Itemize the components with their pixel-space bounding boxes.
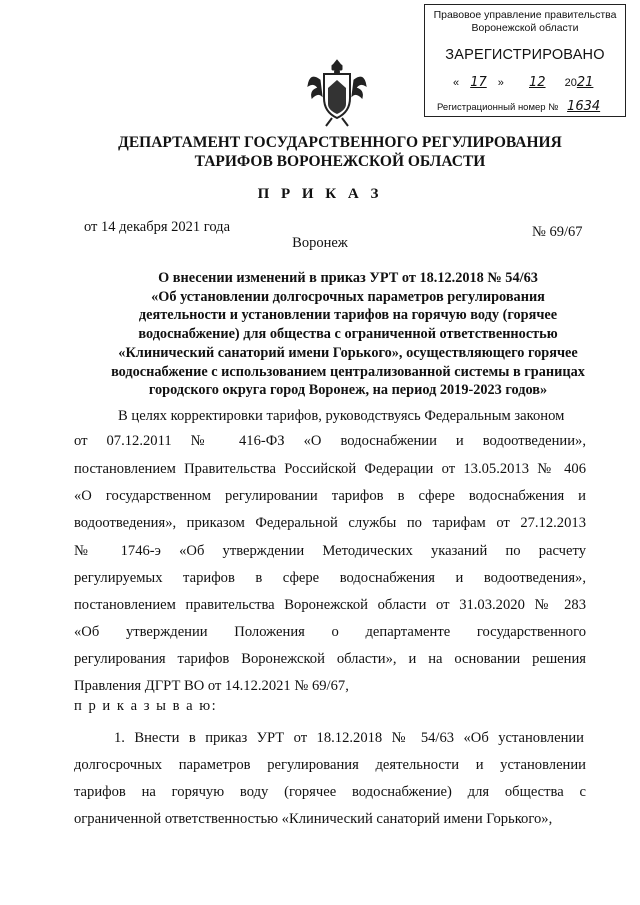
body-line: № 1746-э «Об утверждении Методических указаний по расчету: [74, 543, 586, 559]
registration-stamp: [424, 4, 626, 117]
stamp-reg-number: [437, 99, 627, 114]
stamp-organization: [425, 9, 625, 35]
body-line: 1. Внести в приказ УРТ от 18.12.2018 № 54/63 «Об установлении: [114, 730, 584, 746]
department-title: [60, 133, 620, 171]
stamp-year-prefix: 20: [564, 77, 577, 89]
prikazyvayu: п р и к а з ы в а ю:: [74, 698, 218, 714]
stamp-date: [453, 75, 623, 90]
body-line: «Об утверждении Положения о департаменте государственного: [74, 624, 586, 640]
title-line: городского округа город Воронеж, на период 2019-2023 годов»: [148, 382, 548, 399]
title-line: деятельности и установлении тарифов на горячую воду (горячее: [138, 307, 558, 324]
department-line: ДЕПАРТАМЕНТ ГОСУДАРСТВЕННОГО РЕГУЛИРОВАНИЯ: [118, 134, 562, 151]
body-line: водоотведения», приказом Федеральной службы по тарифам от 27.12.2013: [74, 515, 586, 531]
body-line: постановлением правительства Воронежской области от 31.03.2020 № 283: [74, 597, 586, 613]
document-number: № 69/67: [532, 224, 583, 240]
title-line: водоснабжение с использованием централизованной системы в границах: [111, 363, 585, 380]
stamp-registered: ЗАРЕГИСТРИРОВАНО: [445, 47, 605, 63]
title-line: «Об установлении долгосрочных параметров регулирования: [151, 288, 545, 305]
department-line: ТАРИФОВ ВОРОНЕЖСКОЙ ОБЛАСТИ: [194, 153, 486, 170]
stamp-quote: «: [453, 77, 460, 89]
title-line: водоснабжение) для общества с ограниченной ответственностью: [138, 326, 558, 343]
stamp-date-month: 12: [528, 75, 546, 90]
stamp-reg-number-label: Регистрационный номер №: [437, 102, 559, 113]
stamp-reg-number-value: 1634: [567, 99, 601, 114]
title-line: «Клинический санаторий имени Горького», осуществляющего горячее: [118, 344, 578, 361]
stamp-date-year: 21: [576, 75, 594, 90]
document-type: П Р И К А З: [257, 186, 383, 202]
stamp-org-line: Воронежской области: [471, 22, 579, 34]
stamp-date-day: 17: [470, 75, 487, 90]
body-line: «О государственном регулировании тарифов в сфере водоснабжения и: [74, 488, 586, 504]
document-title: [60, 269, 636, 400]
stamp-org-line: Правовое управление правительства: [433, 9, 617, 21]
body-line: В целях корректировки тарифов, руководствуясь Федеральным законом: [118, 408, 565, 424]
document-city: Воронеж: [292, 235, 348, 251]
body-line: Правления ДГРТ ВО от 14.12.2021 № 69/67,: [74, 678, 349, 694]
body-line: ограниченной ответственностью «Клинический санаторий имени Горького»,: [74, 811, 553, 827]
document-date: от 14 декабря 2021 года: [84, 219, 230, 235]
body-line: долгосрочных параметров регулирования деятельности и установлении: [74, 757, 586, 773]
body-line: регулирования тарифов Воронежской области», и на основании решения: [74, 651, 586, 667]
body-line: тарифов на горячую воду (горячее водоснабжение) для общества с: [74, 784, 586, 800]
coat-of-arms-icon: [306, 58, 368, 130]
title-line: О внесении изменений в приказ УРТ от 18.12.2018 № 54/63: [158, 270, 538, 286]
stamp-quote: »: [497, 77, 504, 89]
body-line: регулируемых тарифов в сфере водоснабжения и водоотведения»,: [74, 570, 586, 586]
body-line: от 07.12.2011 № 416-ФЗ «О водоснабжении и водоотведении»,: [74, 433, 586, 449]
body-line: постановлением Правительства Российской Федерации от 13.05.2013 № 406: [74, 461, 586, 477]
